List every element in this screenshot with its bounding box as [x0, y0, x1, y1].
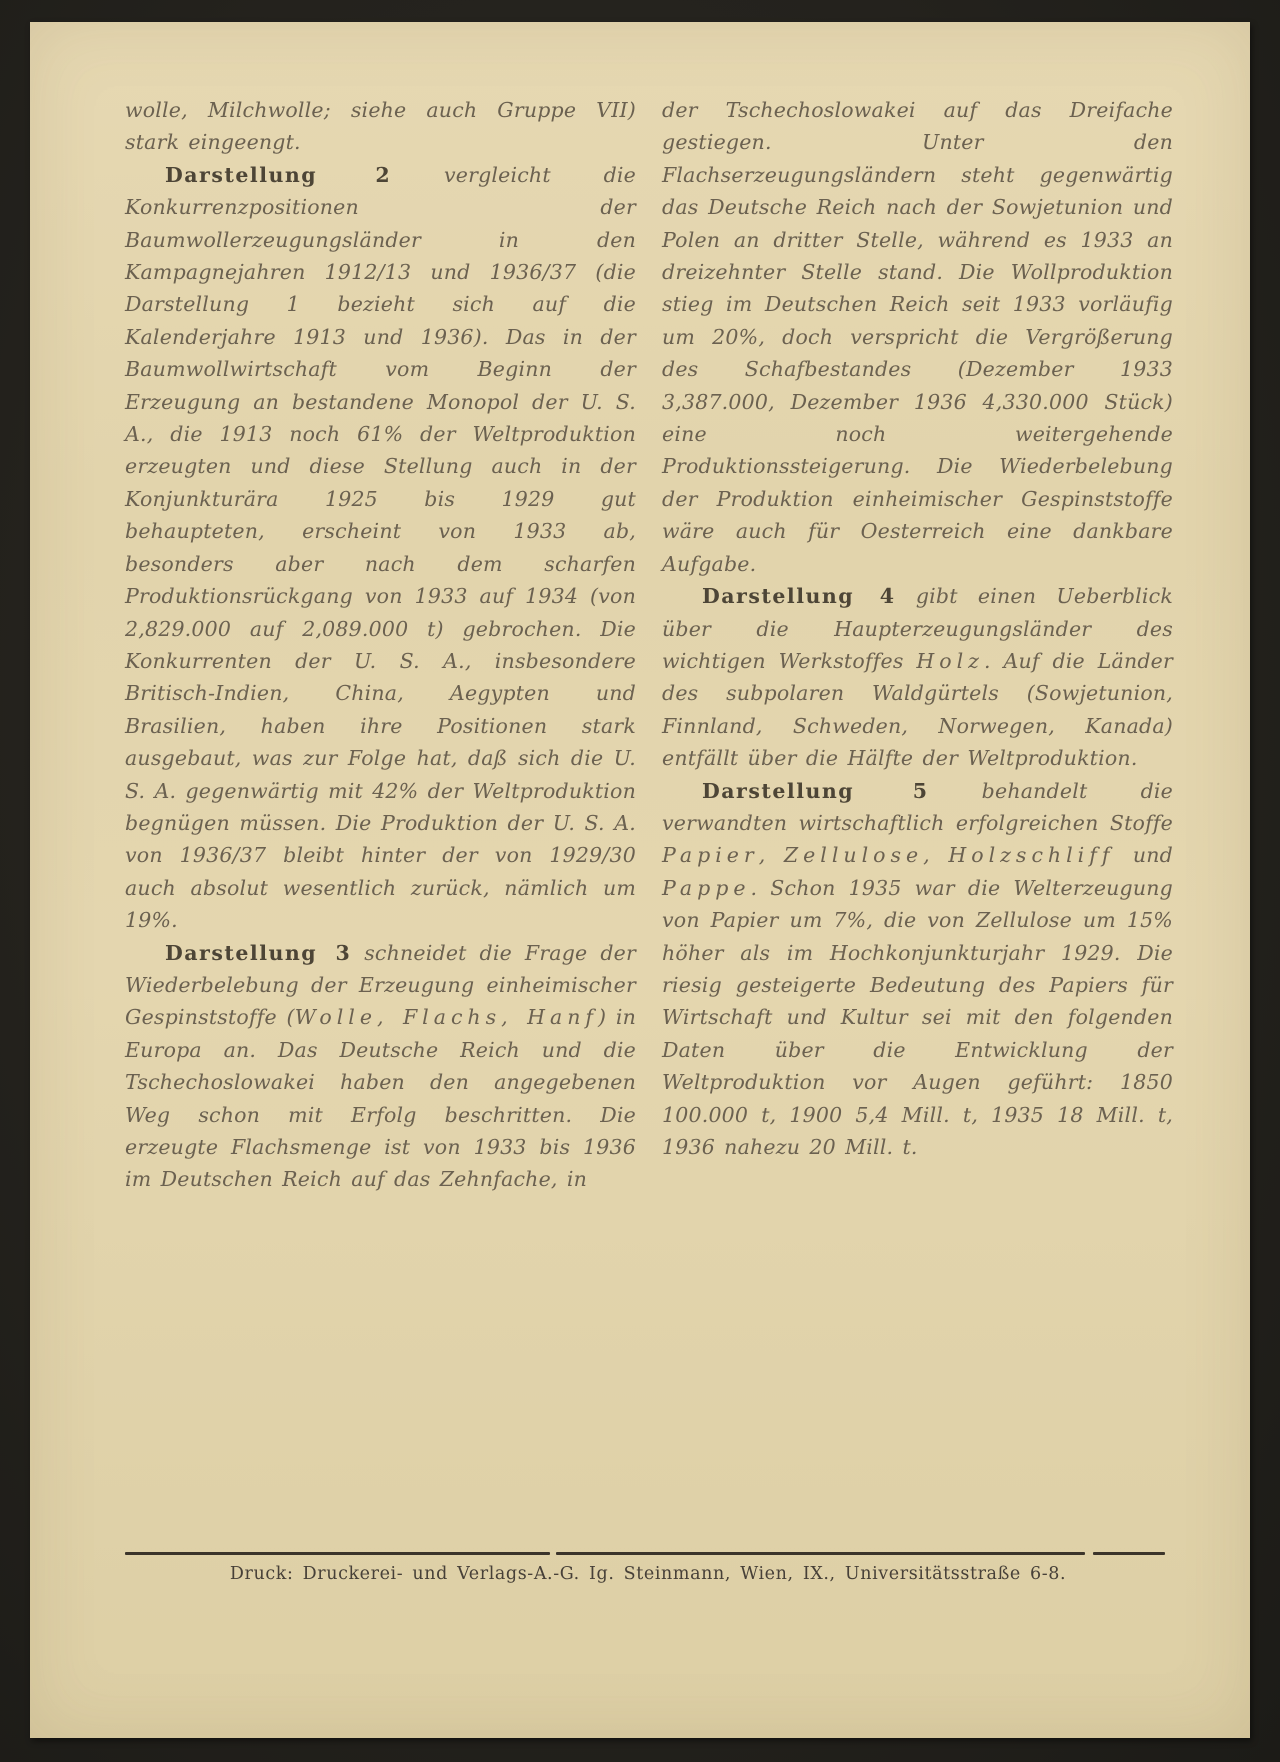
body-text: ) in Europa an. Das Deutsche Reich und die Tschechoslowakei haben den angegebenen Weg schon mit Erfolg beschritten. Die erzeugte Flachsmenge ist von 1933 bis 1936 im Deutschen Reich auf das Zehnfache, in [125, 1005, 636, 1192]
footer-rule-segment [125, 1552, 550, 1555]
body-text: , [923, 843, 949, 868]
paragraph [662, 94, 1173, 580]
imprint-text: Druck: Druckerei- und Verlags-A.-G. Ig. Steinmann, Wien, IX., Universitätsstraße 6-8. [229, 1564, 1067, 1584]
body-text: . Auf die Länder des subpolaren Waldgürtels (Sowjetunion, Finnland, Schweden, Norwegen, Kanada) entfällt über die Hälfte der Weltproduktion. [662, 648, 1174, 771]
body-text: gibt einen Ueberblick über die Haupterzeugungsländer des wichtigen Werkstoffes [662, 584, 1173, 673]
body-text: wolle, Milchwolle; siehe auch Gruppe VII) stark eingeengt. [125, 98, 636, 155]
letterspaced-emphasis: Holzschliff [948, 843, 1115, 868]
paragraph [125, 937, 636, 1196]
body-text: , [758, 843, 784, 868]
paragraph-lead: Darstellung 4 [702, 584, 896, 609]
column-right [662, 94, 1173, 1196]
letterspaced-emphasis: Holz [916, 648, 984, 673]
text-columns [125, 94, 1173, 1196]
body-text: . Schon 1935 war die Welterzeugung von Papier um 7%, die von Zellulose um 15% höher als im Hochkonjunkturjahr 1929. Die riesig gesteigerte Bedeutung des Papiers für Wirtschaft und Kultur sei mit den folgenden Daten über die Entwicklung der Weltproduktion vor Augen geführt: 1850 100.000 t, 1900 5,4 Mill. t, 1935 18 Mill. t, 1936 nahezu 20 Mill. t. [662, 875, 1173, 1159]
body-text: vergleicht die Konkurrenzpositionen der Baumwollerzeugungsländer in den Kampagnejahren 1912/13 und 1936/37 (die Darstellung 1 bezieht sich auf die Kalenderjahre 1913 und 1936). Das in der Baumwollwirtschaft vom Beginn der Erzeugung an bestandene Monopol der U. S. A., die 1913 noch 61% der Weltproduktion erzeugten und diese Stellung auch in der Konjunkturära 1925 bis 1929 gut behaupteten, erscheint von 1933 ab, besonders aber nach dem scharfen Produktionsrückgang von 1933 auf 1934 (von 2,829.000 auf 2,089.000 t) gebrochen. Die Konkurrenten der U. S. A., insbesondere Britisch-Indien, China, Aegypten und Brasilien, haben ihre Positionen stark ausgebaut, was zur Folge hat, daß sich die U. S. A. gegenwärtig mit 42% der Weltproduktion begnügen müssen. Die Produktion der U. S. A. von 1936/37 bleibt hinter der von 1929/30 auch absolut wesentlich zurück, nämlich um 19%. [125, 162, 636, 933]
letterspaced-emphasis: Wolle, Flachs, Hanf [294, 1005, 598, 1030]
body-text: behandelt die verwandten wirtschaftlich erfolgreichen Stoffe [662, 778, 1173, 835]
paragraph-lead: Darstellung 2 [165, 162, 392, 187]
paragraph-lead: Darstellung 5 [702, 778, 929, 803]
column-left [125, 94, 636, 1196]
paragraph [662, 580, 1173, 774]
paragraph [125, 94, 636, 159]
letterspaced-emphasis: Papier [662, 843, 759, 868]
document-page [30, 22, 1250, 1738]
paragraph-lead: Darstellung 3 [165, 940, 352, 965]
body-text: der Tschechoslowakei auf das Dreifache gestiegen. Unter den Flachserzeugungsländern steht gegenwärtig das Deutsche Reich nach der Sowjetunion und Polen an dritter Stelle, während es 1933 an dreizehnter Stelle stand. Die Wollproduktion stieg im Deutschen Reich seit 1933 vorläufig um 20%, doch verspricht die Vergrößerung des Schafbestandes (Dezember 1933 3,387.000, Dezember 1936 4,330.000 Stück) eine noch weitergehende Produktionssteigerung. Die Wiederbelebung der Produktion einheimischer Gespinststoffe wäre auch für Oesterreich eine dankbare Aufgabe. [662, 98, 1173, 576]
paragraph [662, 775, 1173, 1164]
footer-rule [125, 1552, 1171, 1555]
body-text: schneidet die Frage der Wiederbelebung der Erzeugung einheimischer Gespinststoffe ( [125, 940, 636, 1030]
letterspaced-emphasis: Zellulose [783, 843, 924, 868]
imprint-footer [125, 1552, 1171, 1584]
body-text: und [1114, 843, 1174, 868]
footer-rule-segment [556, 1552, 1085, 1555]
paragraph [125, 159, 636, 937]
letterspaced-emphasis: Pappe [662, 875, 751, 900]
footer-rule-segment [1093, 1552, 1165, 1555]
